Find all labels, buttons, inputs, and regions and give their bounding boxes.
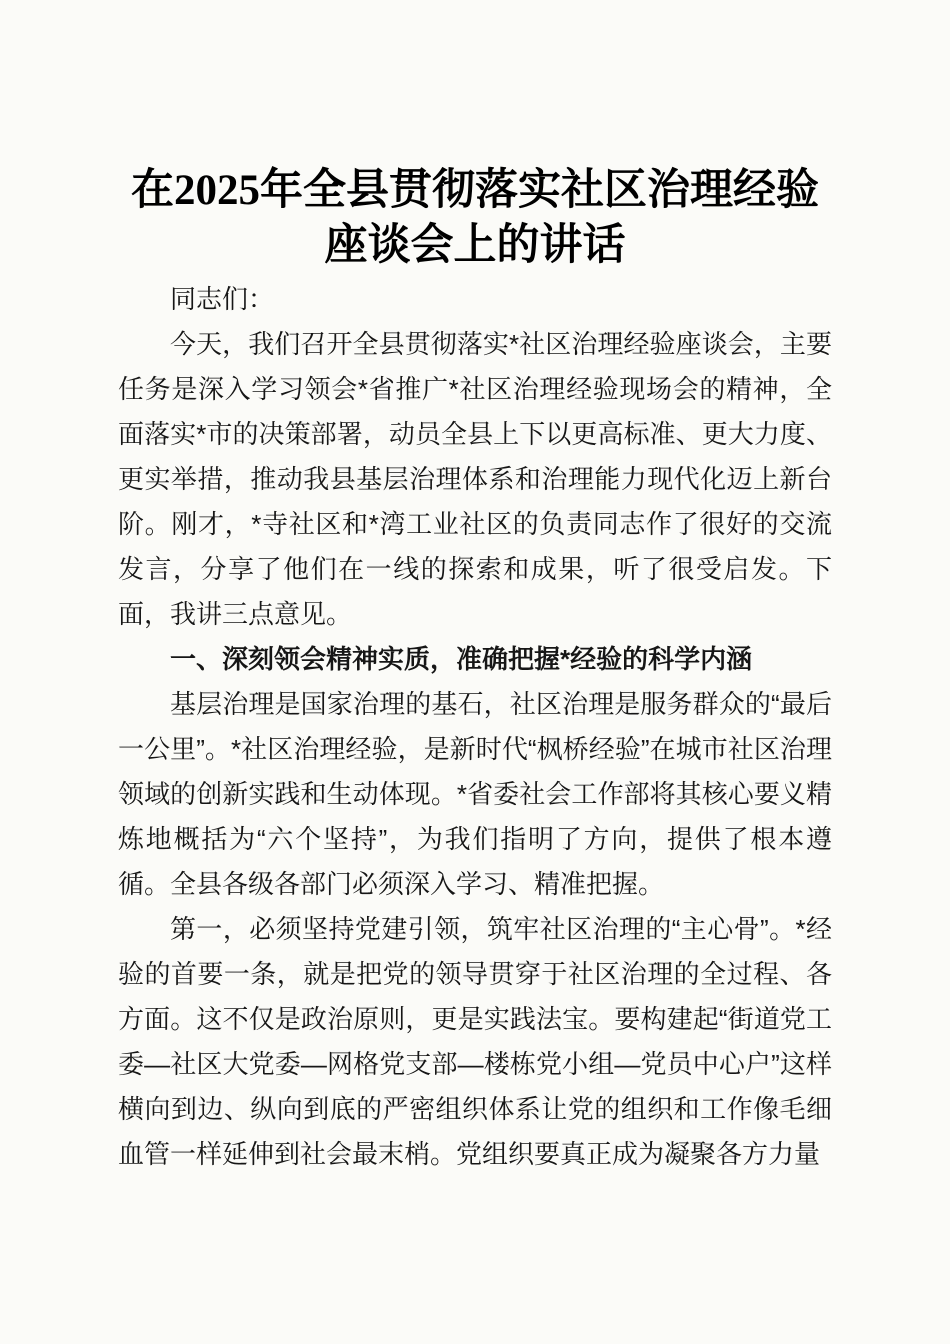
paragraph-section-intro: 基层治理是国家治理的基石，社区治理是服务群众的“最后一公里”。*社区治理经验，是新时代“枫桥经验”在城市社区治理领域的创新实践和生动体现。*省委社会工作部将其核心要义精炼地概括为“六个坚持”，为我们指明了方向，提供了根本遵循。全县各级各部门必须深入学习、精准把握。 (118, 689, 832, 899)
salutation: 同志们： (170, 284, 275, 314)
paragraph-point-first: 第一，必须坚持党建引领，筑牢社区治理的“主心骨”。*经验的首要一条，就是把党的领导贯穿于社区治理的全过程、各方面。这不仅是政治原则，更是实践法宝。要构建起“街道党工委—社区大党委—网格党支部—楼栋党小组—党员中心户”这样横向到边、纵向到底的严密组织体系让党的组织和工作像毛细血管一样延伸到社会最末梢。党组织要真正成为凝聚各方力量 (118, 914, 832, 1169)
paragraph-opening: 今天，我们召开全县贯彻落实*社区治理经验座谈会，主要任务是深入学习领会*省推广*社区治理经验现场会的精神，全面落实*市的决策部署，动员全县上下以更高标准、更大力度、更实举措，推动我县基层治理体系和治理能力现代化迈上新台阶。刚才，*寺社区和*湾工业社区的负责同志作了很好的交流发言，分享了他们在一线的探索和成果，听了很受启发。下面，我讲三点意见。 (118, 329, 832, 629)
document-title: 在2025年全县贯彻落实社区治理经验座谈会上的讲话 (131, 167, 819, 269)
section-heading-1: 一、深刻领会精神实质，准确把握*经验的科学内涵 (170, 644, 753, 674)
